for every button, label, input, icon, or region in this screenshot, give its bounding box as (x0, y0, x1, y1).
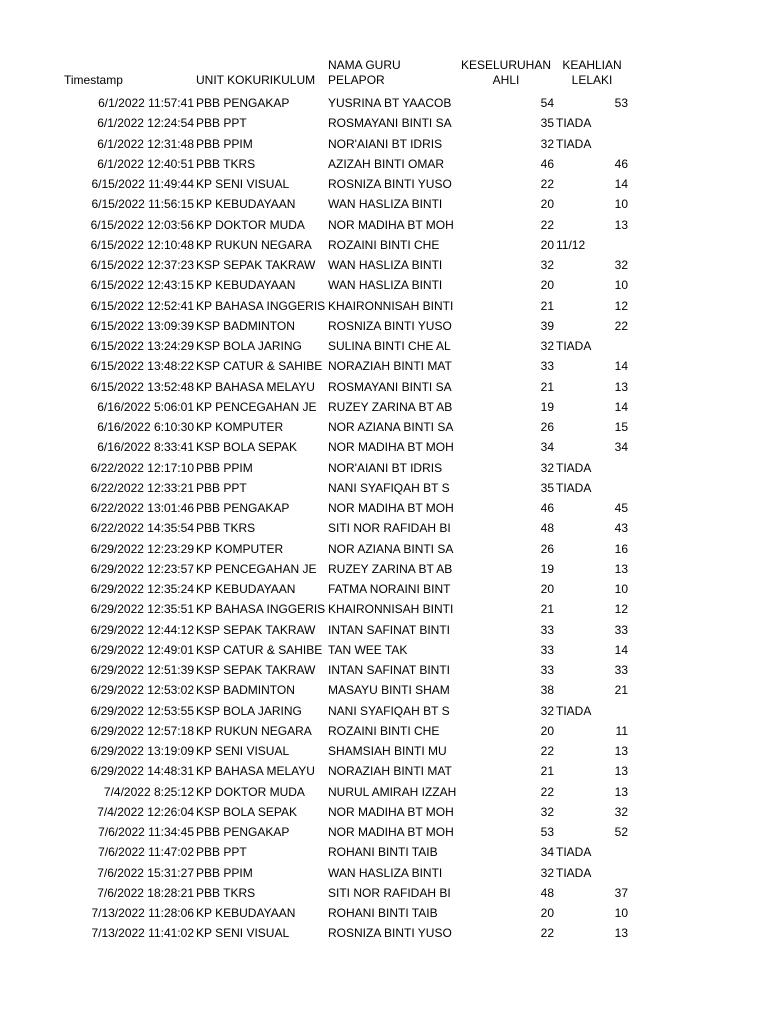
cell-nama-guru-pelapor: ROHANI BINTI TAIB (328, 845, 438, 860)
table-row (0, 296, 768, 316)
cell-nama-guru-pelapor: SULINA BINTI CHE AL (328, 339, 451, 353)
cell-keahlian-lelaki: 13 (614, 379, 628, 394)
table-row (0, 782, 768, 802)
cell-keseluruhan-ahli: 19 (540, 561, 554, 576)
cell-timestamp: 6/29/2022 12:35:24 (90, 582, 194, 596)
cell-keahlian-lelaki: TIADA (556, 116, 592, 131)
cell-keseluruhan-ahli: 34 (540, 440, 554, 455)
cell-nama-guru-pelapor: ROZAINI BINTI CHE (328, 237, 440, 252)
cell-unit-kokurikulum: KP KEBUDAYAAN (196, 906, 296, 920)
cell-timestamp: 6/29/2022 12:53:02 (90, 683, 194, 698)
cell-timestamp: 6/22/2022 13:01:46 (90, 501, 194, 515)
cell-unit-kokurikulum: KP KOMPUTER (196, 420, 284, 434)
cell-keseluruhan-ahli: 48 (540, 521, 554, 536)
table-row (0, 802, 768, 822)
cell-timestamp: 6/29/2022 12:23:29 (90, 541, 194, 556)
cell-nama-guru-pelapor: KHAIRONNISAH BINTI (328, 602, 454, 617)
cell-keseluruhan-ahli: 20 (540, 237, 554, 252)
cell-nama-guru-pelapor: WAN HASLIZA BINTI (328, 278, 443, 293)
cell-keseluruhan-ahli: 22 (540, 926, 554, 941)
cell-keseluruhan-ahli: 46 (540, 156, 554, 171)
cell-keseluruhan-ahli: 21 (540, 764, 554, 779)
cell-timestamp: 6/29/2022 14:48:31 (90, 764, 194, 779)
cell-keahlian-lelaki: 22 (614, 318, 628, 333)
cell-nama-guru-pelapor: NOR MADIHA BT MOH (328, 501, 454, 515)
cell-unit-kokurikulum: KSP SEPAK TAKRAW (196, 622, 316, 637)
cell-unit-kokurikulum: KP DOKTOR MUDA (196, 217, 305, 232)
cell-timestamp: 6/16/2022 6:10:30 (97, 420, 194, 434)
table-row (0, 701, 768, 721)
cell-unit-kokurikulum: KP KOMPUTER (196, 541, 284, 556)
table-row (0, 113, 768, 133)
table-row (0, 134, 768, 154)
table-row (0, 559, 768, 579)
cell-timestamp: 6/15/2022 12:10:48 (90, 237, 194, 252)
cell-keseluruhan-ahli: 21 (540, 379, 554, 394)
cell-nama-guru-pelapor: TAN WEE TAK (328, 642, 408, 657)
cell-nama-guru-pelapor: NOR MADIHA BT MOH (328, 825, 454, 839)
cell-nama-guru-pelapor: SHAMSIAH BINTI MU (328, 744, 447, 758)
cell-unit-kokurikulum: KP RUKUN NEGARA (196, 723, 312, 738)
cell-nama-guru-pelapor: ROSMAYANI BINTI SA (328, 379, 452, 394)
cell-keahlian-lelaki: 10 (614, 906, 628, 920)
table-row (0, 680, 768, 700)
table-row (0, 863, 768, 883)
cell-keahlian-lelaki: 32 (614, 258, 628, 272)
cell-nama-guru-pelapor: KHAIRONNISAH BINTI (328, 298, 454, 313)
cell-nama-guru-pelapor: WAN HASLIZA BINTI (328, 197, 443, 212)
cell-timestamp: 7/13/2022 11:28:06 (91, 906, 194, 920)
cell-keseluruhan-ahli: 32 (540, 804, 554, 819)
table-row (0, 417, 768, 437)
table-row (0, 660, 768, 680)
cell-keseluruhan-ahli: 20 (540, 197, 554, 212)
cell-keahlian-lelaki: TIADA (556, 136, 592, 151)
cell-nama-guru-pelapor: WAN HASLIZA BINTI (328, 865, 443, 880)
cell-keahlian-lelaki: TIADA (556, 339, 592, 353)
table-row (0, 539, 768, 559)
cell-keseluruhan-ahli: 33 (540, 359, 554, 374)
cell-keseluruhan-ahli: 38 (540, 683, 554, 698)
cell-keseluruhan-ahli: 22 (540, 177, 554, 191)
cell-unit-kokurikulum: KSP BOLA SEPAK (196, 804, 297, 819)
cell-keahlian-lelaki: 12 (614, 602, 628, 617)
cell-timestamp: 7/6/2022 18:28:21 (97, 885, 194, 900)
header-unit-kokurikulum: UNIT KOKURIKULUM (196, 73, 316, 87)
cell-timestamp: 7/6/2022 11:47:02 (98, 845, 194, 860)
cell-keahlian-lelaki: 21 (614, 683, 628, 698)
cell-timestamp: 7/4/2022 12:26:04 (97, 804, 194, 819)
cell-keseluruhan-ahli: 35 (540, 116, 554, 131)
table-row (0, 397, 768, 417)
table-row (0, 640, 768, 660)
cell-timestamp: 6/29/2022 12:44:12 (90, 622, 194, 637)
cell-timestamp: 7/6/2022 15:31:27 (97, 865, 194, 880)
cell-timestamp: 6/15/2022 11:56:15 (91, 197, 194, 212)
cell-nama-guru-pelapor: NOR MADIHA BT MOH (328, 440, 454, 455)
cell-nama-guru-pelapor: INTAN SAFINAT BINTI (328, 663, 451, 677)
cell-timestamp: 7/13/2022 11:41:02 (91, 926, 194, 941)
cell-timestamp: 6/15/2022 12:37:23 (90, 258, 194, 272)
cell-nama-guru-pelapor: RUZEY ZARINA BT AB (328, 561, 453, 576)
cell-keahlian-lelaki: 16 (614, 541, 628, 556)
cell-nama-guru-pelapor: SITI NOR RAFIDAH BI (328, 885, 451, 900)
cell-keahlian-lelaki: 13 (614, 764, 628, 779)
cell-unit-kokurikulum: KSP SEPAK TAKRAW (196, 258, 316, 272)
cell-timestamp: 6/29/2022 12:49:01 (90, 642, 194, 657)
cell-nama-guru-pelapor: WAN HASLIZA BINTI (328, 258, 443, 272)
cell-timestamp: 6/1/2022 12:40:51 (97, 156, 194, 171)
cell-timestamp: 6/29/2022 12:35:51 (90, 602, 194, 617)
table-row (0, 599, 768, 619)
cell-nama-guru-pelapor: YUSRINA BT YAACOB (328, 96, 452, 110)
cell-keahlian-lelaki: 15 (614, 420, 628, 434)
cell-keseluruhan-ahli: 19 (540, 399, 554, 414)
cell-unit-kokurikulum: PBB PPT (196, 116, 247, 131)
cell-keahlian-lelaki: 53 (614, 96, 628, 110)
cell-unit-kokurikulum: KP PENCEGAHAN JE (196, 399, 317, 414)
cell-keseluruhan-ahli: 48 (540, 885, 554, 900)
table-row (0, 822, 768, 842)
table-row (0, 194, 768, 214)
cell-keahlian-lelaki: 13 (614, 217, 628, 232)
header-timestamp: Timestamp (64, 73, 123, 87)
table-row (0, 93, 768, 113)
cell-keseluruhan-ahli: 53 (540, 825, 554, 839)
cell-timestamp: 6/15/2022 13:48:22 (90, 359, 194, 374)
cell-keseluruhan-ahli: 20 (540, 723, 554, 738)
cell-keseluruhan-ahli: 32 (540, 339, 554, 353)
cell-nama-guru-pelapor: FATMA NORAINI BINT (328, 582, 451, 596)
table-row (0, 498, 768, 518)
cell-timestamp: 7/4/2022 8:25:12 (103, 784, 194, 799)
cell-keahlian-lelaki: 12 (614, 298, 628, 313)
cell-timestamp: 6/22/2022 12:17:10 (90, 460, 194, 475)
cell-keseluruhan-ahli: 32 (540, 703, 554, 718)
cell-timestamp: 6/22/2022 12:33:21 (90, 480, 194, 495)
cell-keahlian-lelaki: 13 (614, 561, 628, 576)
cell-unit-kokurikulum: KP DOKTOR MUDA (196, 784, 305, 799)
cell-keahlian-lelaki: 34 (614, 440, 628, 455)
header-nama-guru-pelapor: NAMA GURU PELAPOR (328, 58, 401, 87)
table-row (0, 458, 768, 478)
cell-keahlian-lelaki: TIADA (556, 845, 592, 860)
table-body (0, 93, 768, 944)
cell-nama-guru-pelapor: ROSNIZA BINTI YUSO (328, 318, 452, 333)
cell-timestamp: 7/6/2022 11:34:45 (98, 825, 194, 839)
cell-keseluruhan-ahli: 32 (540, 865, 554, 880)
cell-unit-kokurikulum: PBB TKRS (196, 521, 256, 536)
cell-unit-kokurikulum: KP BAHASA MELAYU (196, 379, 315, 394)
cell-keahlian-lelaki: 52 (614, 825, 628, 839)
cell-timestamp: 6/15/2022 12:52:41 (90, 298, 194, 313)
cell-unit-kokurikulum: KP SENI VISUAL (196, 926, 290, 941)
cell-keahlian-lelaki: 10 (614, 197, 628, 212)
cell-unit-kokurikulum: KP PENCEGAHAN JE (196, 561, 317, 576)
cell-unit-kokurikulum: KP BAHASA INGGERIS (196, 298, 326, 313)
cell-timestamp: 6/29/2022 12:57:18 (90, 723, 194, 738)
cell-nama-guru-pelapor: ROSMAYANI BINTI SA (328, 116, 452, 131)
cell-nama-guru-pelapor: NORAZIAH BINTI MAT (328, 359, 452, 374)
cell-nama-guru-pelapor: AZIZAH BINTI OMAR (328, 156, 445, 171)
cell-keahlian-lelaki: 14 (614, 399, 628, 414)
cell-keseluruhan-ahli: 33 (540, 622, 554, 637)
table-row (0, 275, 768, 295)
cell-keseluruhan-ahli: 26 (540, 541, 554, 556)
cell-timestamp: 6/16/2022 5:06:01 (97, 399, 194, 414)
cell-keahlian-lelaki: 46 (614, 156, 628, 171)
cell-keahlian-lelaki: 32 (614, 804, 628, 819)
cell-timestamp: 6/29/2022 12:23:57 (90, 561, 194, 576)
cell-unit-kokurikulum: KSP BOLA JARING (196, 339, 302, 353)
table-row (0, 761, 768, 781)
table-row (0, 316, 768, 336)
cell-keseluruhan-ahli: 26 (540, 420, 554, 434)
cell-unit-kokurikulum: PBB PPIM (196, 460, 253, 475)
cell-keseluruhan-ahli: 21 (540, 298, 554, 313)
cell-timestamp: 6/16/2022 8:33:41 (97, 440, 194, 455)
cell-nama-guru-pelapor: NOR'AIANI BT IDRIS (328, 460, 443, 475)
cell-keseluruhan-ahli: 32 (540, 460, 554, 475)
cell-nama-guru-pelapor: MASAYU BINTI SHAM (328, 683, 450, 698)
table-row (0, 356, 768, 376)
cell-keahlian-lelaki: 45 (614, 501, 628, 515)
header-keahlian-lelaki: KEAHLIAN LELAKI (562, 58, 622, 87)
cell-keseluruhan-ahli: 33 (540, 642, 554, 657)
cell-unit-kokurikulum: KP SENI VISUAL (196, 177, 290, 191)
cell-nama-guru-pelapor: ROSNIZA BINTI YUSO (328, 926, 452, 941)
cell-keseluruhan-ahli: 22 (540, 784, 554, 799)
cell-timestamp: 6/15/2022 12:03:56 (90, 217, 194, 232)
cell-nama-guru-pelapor: NANI SYAFIQAH BT S (328, 703, 450, 718)
cell-timestamp: 6/1/2022 12:24:54 (97, 116, 194, 131)
cell-keahlian-lelaki: 33 (614, 622, 628, 637)
cell-keseluruhan-ahli: 20 (540, 582, 554, 596)
cell-unit-kokurikulum: KP SENI VISUAL (196, 744, 290, 758)
cell-keahlian-lelaki: 10 (614, 278, 628, 293)
cell-nama-guru-pelapor: ROHANI BINTI TAIB (328, 906, 438, 920)
cell-nama-guru-pelapor: NANI SYAFIQAH BT S (328, 480, 450, 495)
table-row (0, 903, 768, 923)
cell-unit-kokurikulum: KSP BADMINTON (196, 683, 295, 698)
cell-unit-kokurikulum: PBB PPIM (196, 865, 253, 880)
table-row (0, 518, 768, 538)
cell-unit-kokurikulum: PBB TKRS (196, 885, 256, 900)
cell-keahlian-lelaki: TIADA (556, 865, 592, 880)
table-row (0, 215, 768, 235)
table-row (0, 883, 768, 903)
table-row (0, 478, 768, 498)
cell-nama-guru-pelapor: NOR AZIANA BINTI SA (328, 420, 454, 434)
cell-keahlian-lelaki: 13 (614, 926, 628, 941)
cell-timestamp: 6/15/2022 13:09:39 (90, 318, 194, 333)
table-row (0, 437, 768, 457)
cell-nama-guru-pelapor: ROZAINI BINTI CHE (328, 723, 440, 738)
cell-keseluruhan-ahli: 39 (540, 318, 554, 333)
cell-nama-guru-pelapor: RUZEY ZARINA BT AB (328, 399, 453, 414)
cell-timestamp: 6/15/2022 12:43:15 (90, 278, 194, 293)
table-row (0, 620, 768, 640)
cell-keseluruhan-ahli: 32 (540, 258, 554, 272)
cell-timestamp: 6/15/2022 13:24:29 (90, 339, 194, 353)
cell-unit-kokurikulum: PBB PPT (196, 480, 247, 495)
cell-keahlian-lelaki: TIADA (556, 460, 592, 475)
cell-keahlian-lelaki: TIADA (556, 703, 592, 718)
cell-unit-kokurikulum: PBB PPIM (196, 136, 253, 151)
cell-timestamp: 6/29/2022 13:19:09 (90, 744, 194, 758)
cell-unit-kokurikulum: KP BAHASA MELAYU (196, 764, 315, 779)
cell-timestamp: 6/29/2022 12:51:39 (90, 663, 194, 677)
table-row (0, 235, 768, 255)
cell-nama-guru-pelapor: ROSNIZA BINTI YUSO (328, 177, 452, 191)
table-row (0, 174, 768, 194)
cell-keahlian-lelaki: 37 (614, 885, 628, 900)
cell-nama-guru-pelapor: NOR AZIANA BINTI SA (328, 541, 454, 556)
table-row (0, 154, 768, 174)
cell-timestamp: 6/22/2022 14:35:54 (90, 521, 194, 536)
table-row (0, 255, 768, 275)
table-row (0, 336, 768, 356)
cell-keahlian-lelaki: 13 (614, 784, 628, 799)
table-row (0, 741, 768, 761)
cell-keseluruhan-ahli: 46 (540, 501, 554, 515)
cell-keseluruhan-ahli: 22 (540, 217, 554, 232)
cell-keseluruhan-ahli: 20 (540, 906, 554, 920)
table-row (0, 842, 768, 862)
cell-timestamp: 6/1/2022 11:57:41 (98, 96, 194, 110)
cell-unit-kokurikulum: PBB PENGAKAP (196, 501, 290, 515)
cell-keseluruhan-ahli: 35 (540, 480, 554, 495)
cell-nama-guru-pelapor: NOR'AIANI BT IDRIS (328, 136, 443, 151)
cell-timestamp: 6/15/2022 13:52:48 (90, 379, 194, 394)
cell-nama-guru-pelapor: SITI NOR RAFIDAH BI (328, 521, 451, 536)
cell-keahlian-lelaki: 14 (614, 177, 628, 191)
cell-unit-kokurikulum: PBB TKRS (196, 156, 256, 171)
cell-keseluruhan-ahli: 54 (540, 96, 554, 110)
cell-keahlian-lelaki: 33 (614, 663, 628, 677)
header-keseluruhan-ahli: KESELURUHAN AHLI (460, 58, 552, 87)
cell-keahlian-lelaki: 10 (614, 582, 628, 596)
cell-keahlian-lelaki: 11/12 (556, 237, 586, 252)
table-row (0, 923, 768, 943)
cell-timestamp: 6/29/2022 12:53:55 (90, 703, 194, 718)
cell-unit-kokurikulum: KP RUKUN NEGARA (196, 237, 312, 252)
cell-keahlian-lelaki: 14 (614, 642, 628, 657)
cell-keahlian-lelaki: 11 (615, 723, 628, 738)
cell-keahlian-lelaki: TIADA (556, 480, 592, 495)
cell-nama-guru-pelapor: INTAN SAFINAT BINTI (328, 622, 451, 637)
table-row (0, 579, 768, 599)
cell-nama-guru-pelapor: NOR MADIHA BT MOH (328, 217, 454, 232)
table-row (0, 721, 768, 741)
cell-unit-kokurikulum: PBB PENGAKAP (196, 96, 290, 110)
cell-keseluruhan-ahli: 32 (540, 136, 554, 151)
cell-keahlian-lelaki: 14 (614, 359, 628, 374)
cell-unit-kokurikulum: KSP BOLA SEPAK (196, 440, 297, 455)
cell-unit-kokurikulum: PBB PENGAKAP (196, 825, 290, 839)
cell-keseluruhan-ahli: 21 (540, 602, 554, 617)
cell-unit-kokurikulum: KP KEBUDAYAAN (196, 582, 296, 596)
cell-nama-guru-pelapor: NURUL AMIRAH IZZAH (328, 784, 457, 799)
cell-unit-kokurikulum: KSP CATUR & SAHIBE (196, 642, 323, 657)
cell-unit-kokurikulum: KSP BOLA JARING (196, 703, 302, 718)
cell-unit-kokurikulum: KSP SEPAK TAKRAW (196, 663, 316, 677)
cell-nama-guru-pelapor: NOR MADIHA BT MOH (328, 804, 454, 819)
cell-nama-guru-pelapor: NORAZIAH BINTI MAT (328, 764, 452, 779)
cell-unit-kokurikulum: KSP CATUR & SAHIBE (196, 359, 323, 374)
cell-keseluruhan-ahli: 20 (540, 278, 554, 293)
cell-unit-kokurikulum: PBB PPT (196, 845, 247, 860)
cell-unit-kokurikulum: KP KEBUDAYAAN (196, 278, 296, 293)
cell-keahlian-lelaki: 13 (614, 744, 628, 758)
cell-unit-kokurikulum: KP KEBUDAYAAN (196, 197, 296, 212)
cell-timestamp: 6/1/2022 12:31:48 (97, 136, 194, 151)
cell-unit-kokurikulum: KSP BADMINTON (196, 318, 295, 333)
cell-keahlian-lelaki: 43 (614, 521, 628, 536)
cell-unit-kokurikulum: KP BAHASA INGGERIS (196, 602, 326, 617)
cell-keseluruhan-ahli: 33 (540, 663, 554, 677)
cell-timestamp: 6/15/2022 11:49:44 (91, 177, 194, 191)
cell-keseluruhan-ahli: 22 (540, 744, 554, 758)
table-row (0, 377, 768, 397)
cell-keseluruhan-ahli: 34 (540, 845, 554, 860)
